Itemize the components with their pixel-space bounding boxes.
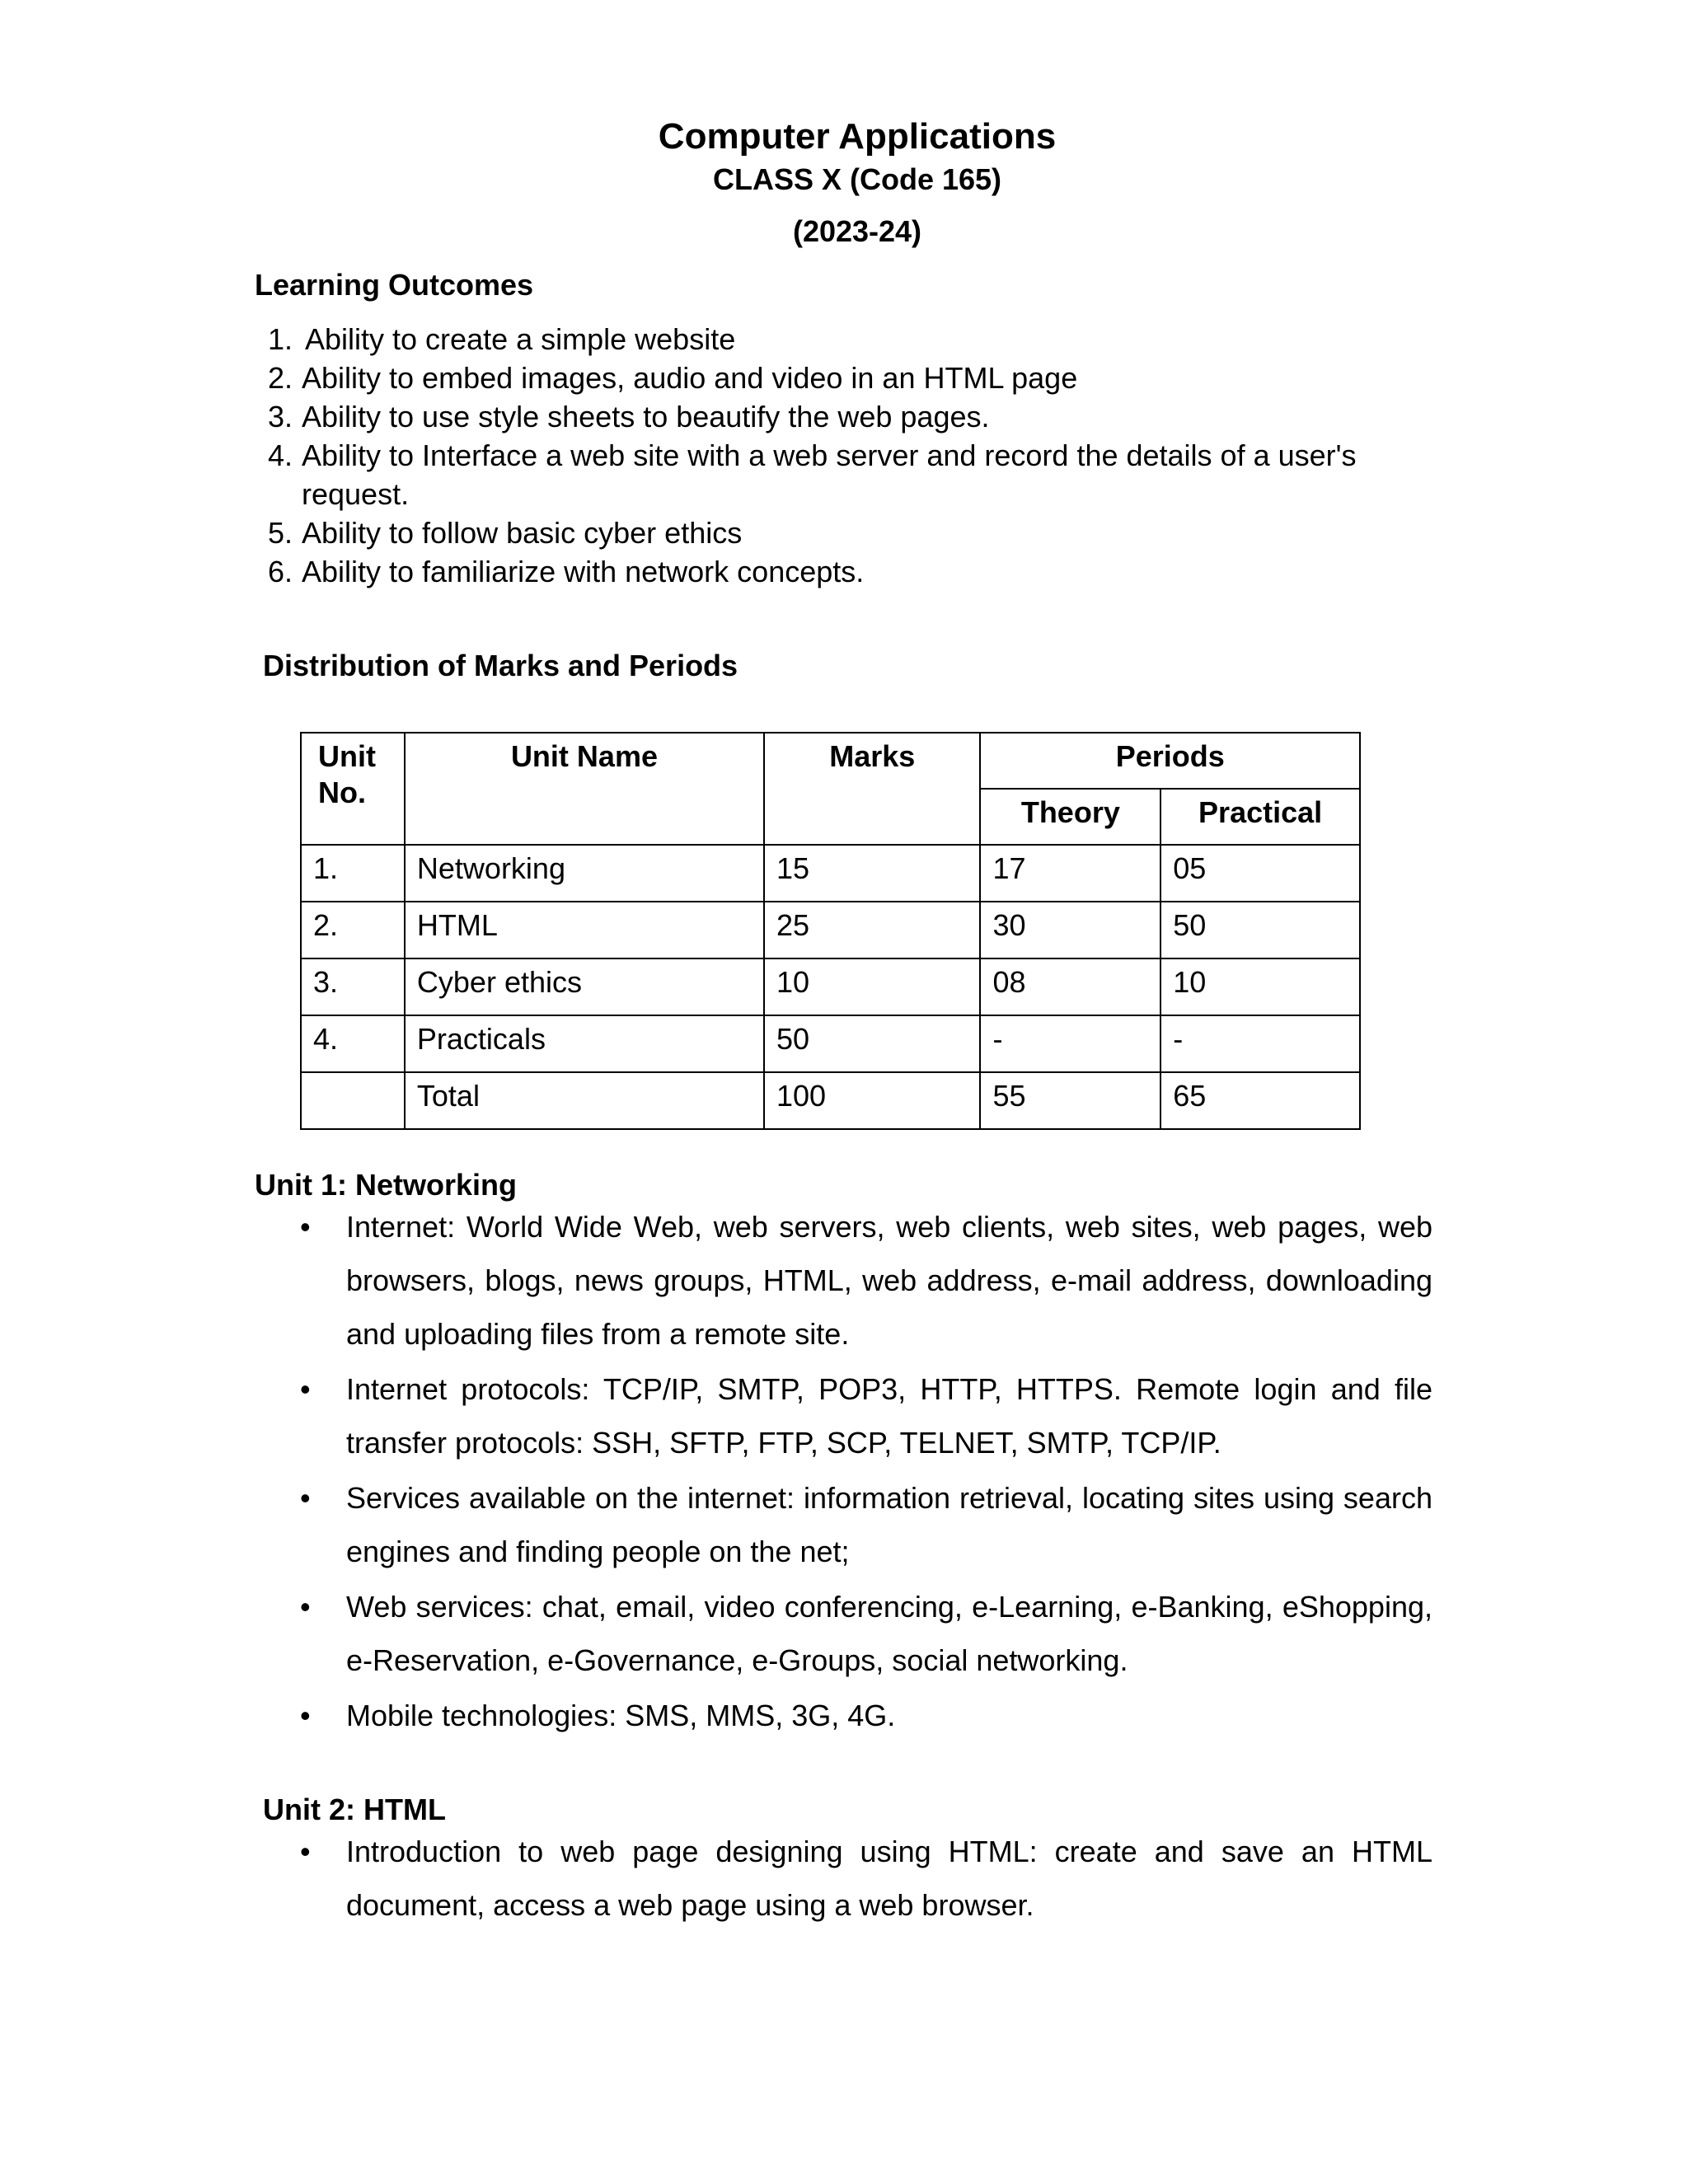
- header-practical: Practical: [1160, 789, 1360, 845]
- list-text: Ability to follow basic cyber ethics: [302, 516, 743, 550]
- cell-practical: 10: [1160, 958, 1360, 1015]
- cell-marks: 50: [764, 1015, 980, 1072]
- list-item: [267, 513, 1456, 552]
- cell-unit-no: 1.: [301, 845, 405, 902]
- list-item: [267, 320, 1456, 359]
- list-item: [267, 552, 1456, 591]
- list-number: 3.: [267, 400, 293, 434]
- cell-theory: -: [980, 1015, 1160, 1072]
- table-row: [301, 845, 1360, 902]
- cell-marks: 10: [764, 958, 980, 1015]
- cell-theory: 55: [980, 1072, 1160, 1129]
- cell-theory: 30: [980, 902, 1160, 958]
- list-text: Ability to Interface a web site with a web server and record the details of a user's request.: [302, 438, 1357, 511]
- document-title: Computer Applications: [658, 116, 1057, 157]
- cell-unit-no: 3.: [301, 958, 405, 1015]
- header-unit-name: Unit Name: [405, 733, 764, 845]
- list-item: • Mobile technologies: SMS, MMS, 3G, 4G.: [300, 1689, 1432, 1742]
- learning-outcomes-heading: Learning Outcomes: [255, 268, 534, 302]
- cell-marks: 100: [764, 1072, 980, 1129]
- unit2-topic-list: [300, 1825, 1432, 1933]
- list-number: 2.: [267, 361, 293, 395]
- list-item: [267, 397, 1456, 436]
- cell-unit-name: Total: [405, 1072, 764, 1129]
- list-item: • Internet: World Wide Web, web servers, web clients, web sites, web pages, web browsers, blogs, news groups, HTML, web address, e-mail address, downloading and uploading files from a remote site.: [300, 1200, 1432, 1361]
- cell-marks: 15: [764, 845, 980, 902]
- cell-unit-name: Cyber ethics: [405, 958, 764, 1015]
- unit1-topic-list: [300, 1200, 1432, 1744]
- list-item: • Web services: chat, email, video conferencing, e-Learning, e-Banking, eShopping, e-Reservation, e-Governance, e-Groups, social networking.: [300, 1580, 1432, 1687]
- distribution-heading: Distribution of Marks and Periods: [263, 649, 738, 682]
- header-theory: Theory: [980, 789, 1160, 845]
- cell-practical: 65: [1160, 1072, 1360, 1129]
- cell-unit-name: HTML: [405, 902, 764, 958]
- cell-theory: 08: [980, 958, 1160, 1015]
- list-item: • Internet protocols: TCP/IP, SMTP, POP3, HTTP, HTTPS. Remote login and file transfer protocols: SSH, SFTP, FTP, SCP, TELNET, SMTP, TCP/IP.: [300, 1362, 1432, 1469]
- class-line: CLASS X (Code 165): [712, 162, 1002, 196]
- table-row: [301, 1015, 1360, 1072]
- marks-periods-table: [300, 732, 1361, 1130]
- cell-unit-no: [301, 1072, 405, 1129]
- list-item: [267, 436, 1456, 513]
- list-number: 4.: [267, 438, 293, 472]
- list-number: 5.: [267, 516, 293, 550]
- cell-practical: 05: [1160, 845, 1360, 902]
- header-periods: Periods: [980, 733, 1360, 789]
- table-row: [301, 902, 1360, 958]
- cell-marks: 25: [764, 902, 980, 958]
- list-text: Ability to embed images, audio and video in an HTML page: [302, 361, 1078, 395]
- table-header-row: [301, 733, 1360, 789]
- learning-outcomes-list: [267, 320, 1456, 591]
- cell-unit-name: Practicals: [405, 1015, 764, 1072]
- list-text: Ability to use style sheets to beautify the web pages.: [302, 400, 990, 434]
- list-number: 1.: [267, 322, 293, 356]
- header-marks: Marks: [764, 733, 980, 845]
- cell-unit-no: 2.: [301, 902, 405, 958]
- cell-theory: 17: [980, 845, 1160, 902]
- list-item: • Services available on the internet: information retrieval, locating sites using search engines and finding people on the net;: [300, 1471, 1432, 1578]
- cell-practical: -: [1160, 1015, 1360, 1072]
- list-item: [267, 359, 1456, 397]
- list-item: • Introduction to web page designing using HTML: create and save an HTML document, access a web page using a web browser.: [300, 1825, 1432, 1932]
- table-row-total: [301, 1072, 1360, 1129]
- table-row: [301, 958, 1360, 1015]
- unit2-heading: Unit 2: HTML: [263, 1793, 446, 1826]
- cell-practical: 50: [1160, 902, 1360, 958]
- header-unit-no: Unit No.: [301, 733, 405, 845]
- academic-year: (2023-24): [792, 214, 922, 248]
- list-text: Ability to familiarize with network concepts.: [302, 555, 865, 588]
- cell-unit-name: Networking: [405, 845, 764, 902]
- cell-unit-no: 4.: [301, 1015, 405, 1072]
- list-number: 6.: [267, 555, 293, 588]
- unit1-heading: Unit 1: Networking: [255, 1168, 518, 1202]
- list-text: Ability to create a simple website: [305, 322, 736, 356]
